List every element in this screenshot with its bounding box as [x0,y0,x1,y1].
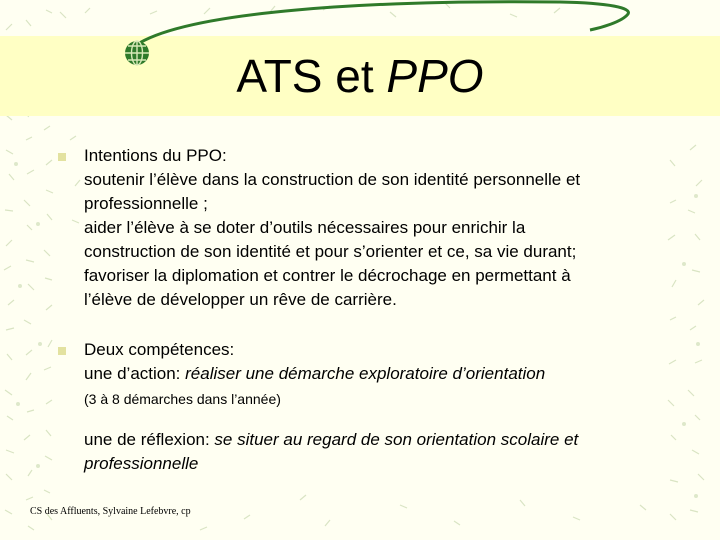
competence-reflexion [84,428,698,452]
bullet-intentions [58,144,698,312]
reflexion-prefix: une de réflexion: [84,430,215,449]
action-text: réaliser une démarche exploratoire d’orientation [185,364,546,383]
intentions-heading: Intentions du PPO: [84,146,227,165]
slide-footer: CS des Affluents, Sylvaine Lefebvre, cp [30,506,191,517]
bullet-marker [58,153,66,161]
intentions-line-1: soutenir l’élève dans la construction de son identité personnelle et [84,170,581,189]
reflexion-text: se situer au regard de son orientation scolaire et [214,430,579,449]
intentions-line-3: aider l’élève à se doter d’outils nécessaires pour enrichir la [84,218,526,237]
action-prefix: une d’action: [84,364,186,383]
intentions-line-5: favoriser la diplomation et contrer le décrochage en permettant à [84,266,571,285]
bullet-marker [58,347,66,355]
action-note: (3 à 8 démarches dans l’année) [84,391,281,407]
competences-heading: Deux compétences: [84,340,235,359]
intentions-line-2: professionnelle ; [84,194,208,213]
bullet-competences [58,338,698,476]
title-plain: ATS et [236,50,387,102]
slide-content [58,144,698,476]
intentions-line-6: l’élève de développer un rêve de carrière. [84,290,397,309]
intentions-line-4: construction de son identité et pour s’orienter et ce, sa vie durant; [84,242,577,261]
reflexion-text-cont: professionnelle [84,454,199,473]
competence-action [84,362,698,386]
slide-title [0,46,720,106]
title-italic: PPO [386,50,484,102]
